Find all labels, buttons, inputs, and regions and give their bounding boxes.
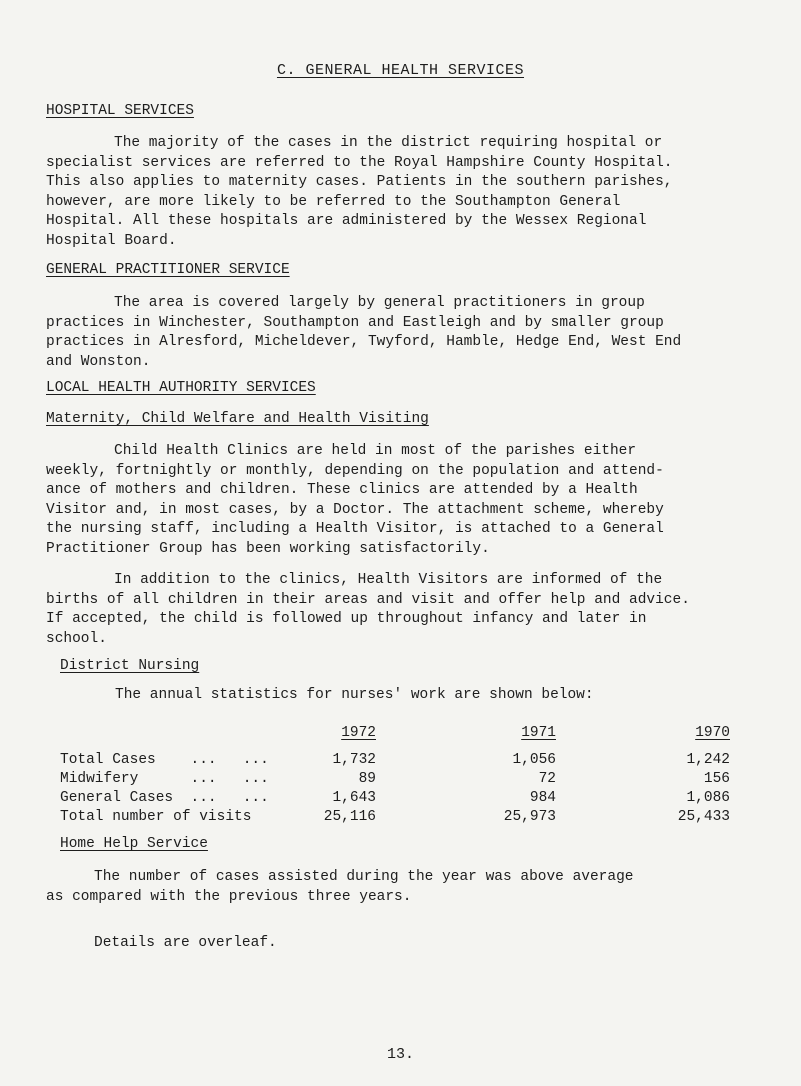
table-row [60,790,740,809]
maternity-line: weekly, fortnightly or monthly, depending on the population and attend- [46,462,664,479]
row-label: Midwifery ... ... [60,771,269,787]
table-row [60,752,740,771]
hospital-line: The majority of the cases in the district requiring hospital or [114,135,663,151]
maternity-line: births of all children in their areas and visit and offer help and advice. [46,591,690,608]
lha-heading [46,380,316,396]
page-title-text: C. GENERAL HEALTH SERVICES [276,62,525,79]
maternity-line: Practitioner Group has been working satisfactorily. [46,540,490,557]
maternity-line: If accepted, the child is followed up throughout infancy and later in [46,611,647,627]
nursing-statistics-table [60,725,740,828]
gp-heading-text: GENERAL PRACTITIONER SERVICE [46,262,290,278]
homehelp-line: The number of cases assisted during the year was above average [94,869,634,885]
cell-value: 156 [703,771,730,787]
maternity-line: school. [46,630,107,647]
hospital-line: Hospital Board. [46,232,177,249]
cell-value: 25,973 [503,809,556,825]
maternity-line: In addition to the clinics, Health Visitors are informed of the [114,572,663,588]
hospital-heading [46,103,194,119]
gp-paragraph [46,294,756,372]
maternity-line: Visitor and, in most cases, by a Doctor. The attachment scheme, whereby [46,501,664,518]
cell-value: 984 [529,790,556,806]
cell-value: 1,643 [332,790,376,806]
maternity-heading-text: Maternity, Child Welfare and Health Visiting [46,411,429,427]
page-title [0,62,801,79]
table-row [60,809,740,828]
hospital-line: Hospital. All these hospitals are administered by the Wessex Regional [46,213,647,229]
cell-value: 25,116 [323,809,376,825]
year-header: 1970 [695,725,730,741]
hospital-line: specialist services are referred to the Royal Hampshire County Hospital. [46,154,673,171]
year-header: 1972 [341,725,376,741]
maternity-heading [46,411,429,427]
cell-value: 1,086 [686,790,730,806]
year-header: 1971 [521,725,556,741]
homehelp-paragraph [46,868,756,907]
nursing-heading [60,658,199,674]
gp-line: practices in Alresford, Micheldever, Twyford, Hamble, Hedge End, West End [46,334,682,350]
gp-line: and Wonston. [46,353,151,370]
row-label: Total number of visits [60,809,252,825]
homehelp-line: as compared with the previous three years. [46,888,412,905]
hospital-line: however, are more likely to be referred to the Southampton General [46,193,621,210]
gp-line: practices in Winchester, Southampton and Eastleigh and by smaller group [46,314,664,331]
gp-line: The area is covered largely by general practitioners in group [114,295,645,311]
homehelp-heading-text: Home Help Service [60,836,208,852]
hospital-line: This also applies to maternity cases. Patients in the southern parishes, [46,174,673,190]
homehelp-heading [60,836,208,852]
maternity-paragraph-1 [46,442,756,559]
row-label: Total Cases ... ... [60,752,269,768]
nursing-heading-text: District Nursing [60,658,200,674]
gp-heading [46,262,290,278]
hospital-paragraph [46,134,756,251]
nursing-intro: The annual statistics for nurses' work are shown below: [115,687,594,703]
maternity-line: the nursing staff, including a Health Visitor, is attached to a General [46,521,664,537]
cell-value: 1,732 [332,752,376,768]
details-note: Details are overleaf. [94,935,277,951]
row-label: General Cases ... ... [60,790,269,806]
lha-heading-text: LOCAL HEALTH AUTHORITY SERVICES [46,380,316,396]
cell-value: 1,056 [512,752,556,768]
hospital-heading-text: HOSPITAL SERVICES [46,103,194,119]
cell-value: 1,242 [686,752,730,768]
table-header-row [60,725,740,744]
cell-value: 25,433 [677,809,730,825]
maternity-line: Child Health Clinics are held in most of the parishes either [114,443,637,459]
page-number: 13. [386,1046,414,1063]
cell-value: 72 [538,771,556,787]
maternity-line: ance of mothers and children. These clinics are attended by a Health [46,482,638,498]
table-row [60,771,740,790]
maternity-paragraph-2 [46,571,756,649]
cell-value: 89 [358,771,376,787]
